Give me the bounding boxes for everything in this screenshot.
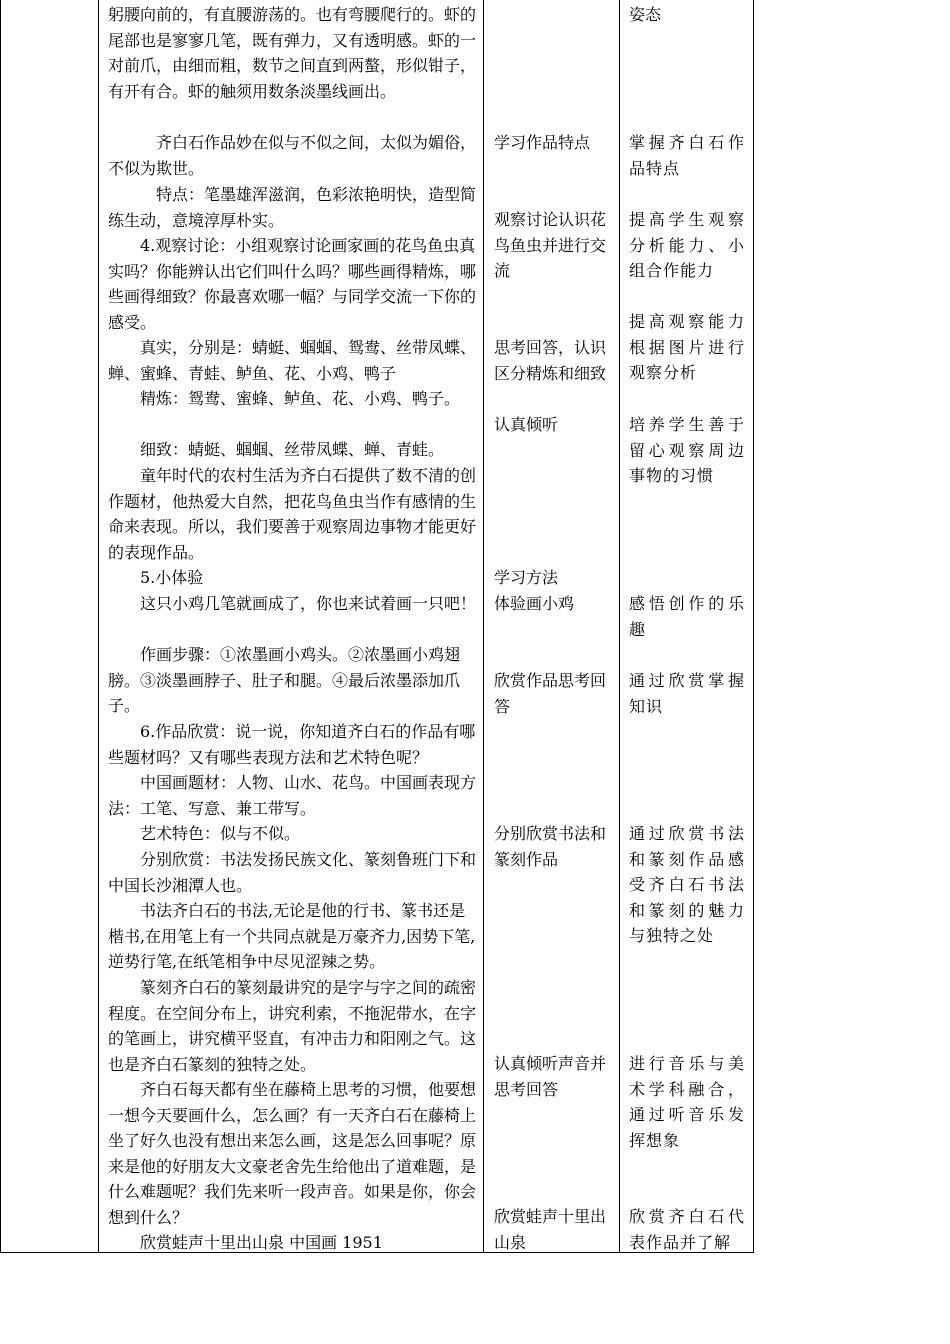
content-paragraph: 书法齐白石的书法,无论是他的行书、篆书还是楷书,在用笔上有一个共同点就是万豪齐力,因势下笔,逆势行笔,在纸笔相争中尽见涩辣之势。 <box>108 901 476 972</box>
content-paragraph: 分别欣赏：书法发扬民族文化、篆刻鲁班门下和中国长沙湘潭人也。 <box>108 850 477 895</box>
activity-item: 学习作品特点 <box>494 133 591 152</box>
goal-item: 培养学生善于留心观察周边事物的习惯 <box>629 415 745 486</box>
content-paragraph: 真实，分别是：蜻蜓、蝈蝈、鸳鸯、丝带凤蝶、蝉、蜜蜂、青蛙、鲈鱼、花、小鸡、鸭子 <box>108 338 477 383</box>
goal-item: 通过欣赏书法和篆刻作品感受齐白石书法和篆刻的魅力与独特之处 <box>629 824 745 946</box>
content-paragraph: 6.作品欣赏：说一说，你知道齐白石的作品有哪些题材吗？又有哪些表现方法和艺术特色呢？ <box>108 722 476 767</box>
activity-item: 观察讨论认识花鸟鱼虫并进行交流 <box>494 210 607 281</box>
content-paragraph: 艺术特色：似与不似。 <box>140 824 301 843</box>
activity-item: 欣赏作品思考回答 <box>494 671 607 716</box>
content-paragraph: 5.小体验 <box>140 568 204 587</box>
goal-item: 欣赏齐白石代表作品并了解 <box>629 1207 745 1252</box>
goal-item: 提高观察能力根据图片进行观察分析 <box>629 312 745 383</box>
column-divider <box>98 0 99 1253</box>
content-paragraph: 欣赏蛙声十里出山泉 中国画 1951 <box>140 1233 383 1252</box>
activity-item: 思考回答，认识区分精炼和细致 <box>494 338 607 383</box>
content-paragraph: 齐白石作品妙在似与不似之间，太似为媚俗，不似为欺世。 <box>108 133 477 178</box>
content-paragraph: 齐白石每天都有坐在藤椅上思考的习惯，他要想一想今天要画什么，怎么画？有一天齐白石在藤椅上坐了好久也没有想出来怎么画，这是怎么回事呢？原来是他的好朋友大文豪老舍先生给他出了道难题，是什么难题呢？我们先来听一段声音。如果是你，你会想到什么？ <box>108 1080 477 1227</box>
column-divider <box>483 0 484 1253</box>
goal-item: 通过欣赏掌握知识 <box>629 671 745 716</box>
content-paragraph: 中国画题材：人物、山水、花鸟。中国画表现方法：工笔、写意、兼工带写。 <box>108 773 477 818</box>
activity-item: 学习方法 <box>494 568 559 587</box>
content-paragraph: 篆刻齐白石的篆刻最讲究的是字与字之间的疏密程度。在空间分布上，讲究利索，不拖泥带水，在字的笔画上，讲究横平竖直，有冲击力和阳刚之气。这也是齐白石篆刻的独特之处。 <box>108 978 477 1074</box>
content-paragraph: 作画步骤：①浓墨画小鸡头。②浓墨画小鸡翅膀。③淡墨画脖子、肚子和腿。④最后浓墨添加爪子。 <box>108 645 461 716</box>
activity-item: 认真倾听声音并思考回答 <box>494 1054 607 1099</box>
activity-item: 欣赏蛙声十里出山泉 <box>494 1207 607 1252</box>
column-divider <box>619 0 620 1253</box>
content-paragraph: 特点：笔墨雄浑滋润，色彩浓艳明快，造型简练生动，意境淳厚朴实。 <box>108 185 477 230</box>
activity-item: 认真倾听 <box>494 415 559 434</box>
goal-item: 提高学生观察分析能力、小组合作能力 <box>629 210 745 281</box>
content-paragraph: 4.观察讨论：小组观察讨论画家画的花鸟鱼虫真实吗？你能辨认出它们叫什么吗？哪些画得精炼，哪些画得细致？你最喜欢哪一幅？与同学交流一下你的感受。 <box>108 236 477 332</box>
goal-item: 姿态 <box>629 5 662 24</box>
goal-item: 感悟创作的乐趣 <box>629 594 745 639</box>
content-paragraph: 童年时代的农村生活为齐白石提供了数不清的创作题材，他热爱大自然，把花鸟鱼虫当作有感情的生命来表现。所以，我们要善于观察周边事物才能更好的表现作品。 <box>108 466 477 562</box>
content-paragraph: 精炼：鸳鸯、蜜蜂、鲈鱼、花、小鸡、鸭子。 <box>140 389 461 408</box>
activity-item: 体验画小鸡 <box>494 594 575 613</box>
activity-item: 分别欣赏书法和篆刻作品 <box>494 824 607 869</box>
goal-item: 掌握齐白石作品特点 <box>629 133 745 178</box>
content-paragraph: 细致：蜻蜓、蝈蝈、丝带凤蝶、蝉、青蛙。 <box>140 440 445 459</box>
content-paragraph: 躬腰向前的，有直腰游荡的。也有弯腰爬行的。虾的尾部也是寥寥几笔，既有弹力，又有透明感。虾的一对前爪，由细而粗，数节之间直到两螯，形似钳子，有开有合。虾的触须用数条淡墨线画出。 <box>108 5 477 101</box>
content-paragraph: 这只小鸡几笔就画成了，你也来试着画一只吧！ <box>140 594 477 613</box>
goal-item: 进行音乐与美术学科融合，通过听音乐发挥想象 <box>629 1054 745 1150</box>
